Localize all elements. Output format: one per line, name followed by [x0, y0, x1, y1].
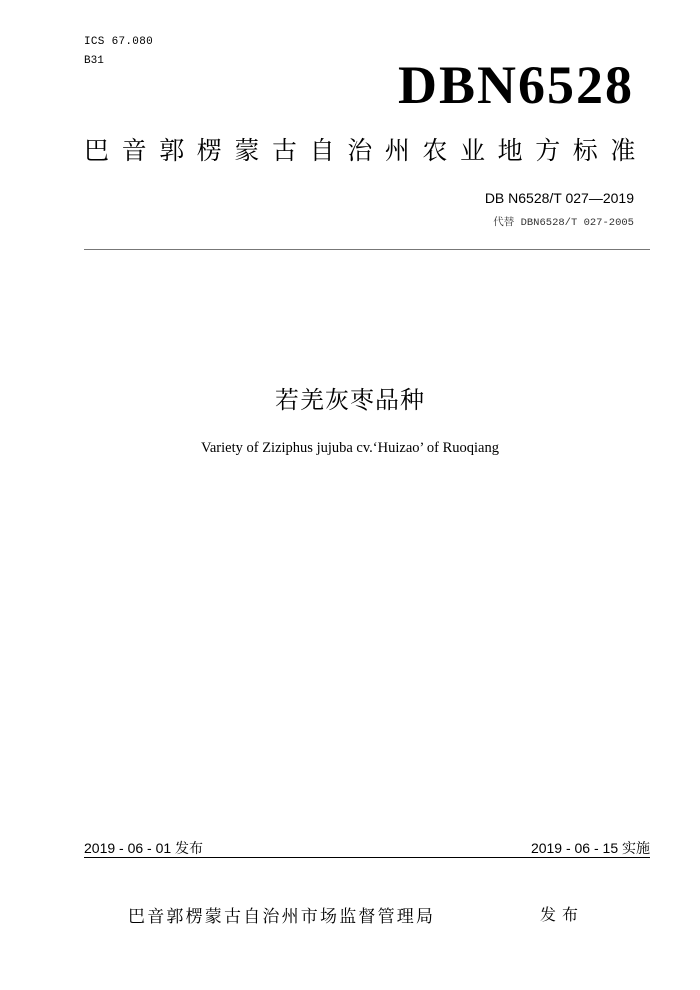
- implement-date: 2019 - 06 - 15 实施: [530, 840, 650, 856]
- issue-label: 发布: [540, 905, 585, 924]
- publish-date: 2019 - 06 - 01 发布: [84, 840, 204, 856]
- footer-divider: [84, 857, 650, 858]
- standard-code: DBN6528: [397, 55, 634, 115]
- replaces-standard: 代替 DBN6528/T 027-2005: [493, 217, 634, 229]
- standard-number: DB N6528/T 027—2019: [484, 190, 634, 206]
- ics-code: ICS 67.080: [84, 36, 154, 48]
- standard-type-title: 巴音郭楞蒙古自治州农业地方标准: [84, 136, 649, 165]
- issuing-authority: 巴音郭楞蒙古自治州市场监督管理局: [128, 907, 436, 927]
- document-title-english: Variety of Ziziphus jujuba cv.‘Huizao’ of Ruoqiang: [201, 440, 499, 456]
- header-divider: [84, 249, 650, 250]
- ccs-code: B31: [84, 55, 104, 67]
- document-title-chinese: 若羌灰枣品种: [275, 386, 425, 414]
